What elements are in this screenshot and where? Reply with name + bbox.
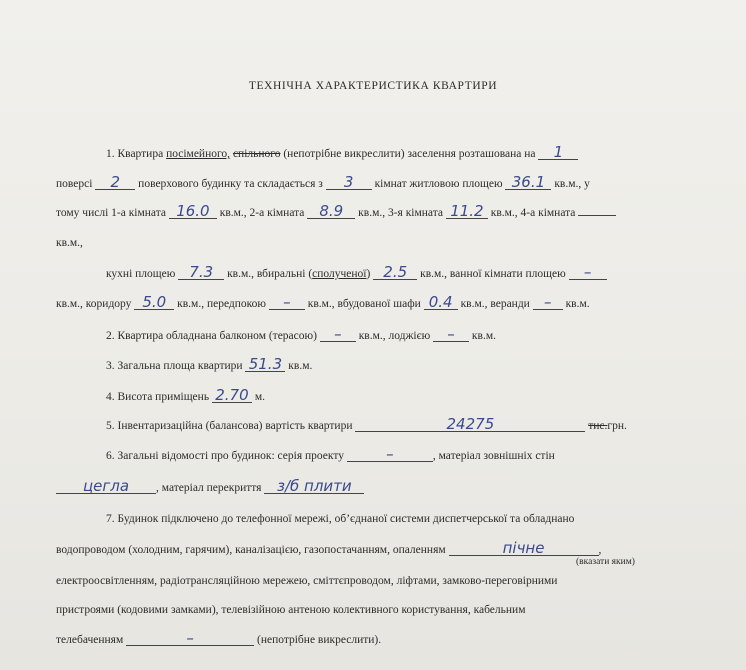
item1-line2: поверсі 2 поверхового будинку та складається з 3 кімнат житловою площею 36.1 кв.м., у	[56, 173, 590, 191]
item2-line: 2. Квартира обладнана балконом (терасою) – кв.м., лоджією – кв.м.	[106, 325, 496, 343]
item7-line2: водопроводом (холодним, гарячим), каналізацією, газопостачанням, опаленням пічне ,	[56, 539, 602, 557]
veranda-area-value: –	[533, 296, 563, 310]
item7-line3: електроосвітленням, радіотрансляційною мережею, сміттєпроводом, ліфтами, замково-переговірними	[56, 575, 558, 587]
room1-area-value: 16.0	[169, 205, 217, 219]
wc-combined-label: сполученої	[312, 268, 367, 280]
item1-line5: кухні площею 7.3 кв.м., вбиральні (сполученої) 2.5 кв.м., ванної кімнати площею –	[106, 266, 607, 281]
option-single-family: посімейного,	[166, 148, 231, 160]
balcony-area-value: –	[320, 328, 356, 342]
item6-line1: 6. Загальні відомості про будинок: серія проекту – , матеріал зовнішніх стін	[106, 445, 555, 463]
wall-material-value: цегла	[56, 480, 156, 494]
heating-hint: (вказати яким)	[576, 557, 635, 567]
room4-area-blank	[578, 215, 616, 216]
item7-line5: телебаченням – (непотрібне викреслити).	[56, 629, 382, 647]
item1-line1: 1. Квартира посімейного, спільного (непотрібне викреслити) заселення розташована на 1	[106, 146, 578, 161]
document-title: ТЕХНІЧНА ХАРАКТЕРИСТИКА КВАРТИРИ	[248, 80, 498, 92]
option-shared-crossed: спільного	[232, 148, 281, 160]
floor-material-value: з/б плити	[264, 480, 364, 494]
total-area-value: 51.3	[245, 358, 285, 372]
rooms-count-value: 3	[326, 176, 372, 190]
project-series-value: –	[347, 448, 433, 462]
bath-area-value: –	[569, 266, 607, 280]
loggia-area-value: –	[433, 328, 469, 342]
item1-line6: кв.м., коридору 5.0 кв.м., передпокою – кв.м., вбудованої шафи 0.4 кв.м., веранди – кв.м.	[56, 293, 590, 311]
item6-line2: цегла , матеріал перекриття з/б плити	[56, 480, 364, 495]
floors-count-value: 2	[95, 176, 135, 190]
room3-area-value: 11.2	[446, 205, 488, 219]
hall-area-value: –	[269, 296, 305, 310]
heating-type-value: пічне	[449, 542, 599, 556]
item1-line4: кв.м.,	[56, 237, 83, 249]
ceiling-height-value: 2.70	[212, 389, 252, 403]
item3-line: 3. Загальна площа квартири 51.3 кв.м.	[106, 355, 313, 373]
corridor-area-value: 5.0	[134, 296, 174, 310]
item7-line4: пристроями (кодовими замками), телевізійною антеною колективного користування, кабельним	[56, 604, 526, 616]
item5-line: 5. Інвентаризаційна (балансова) вартість квартири 24275 тис.грн.	[106, 415, 627, 433]
inventory-value: 24275	[355, 418, 585, 432]
wc-area-value: 2.5	[373, 266, 417, 280]
room2-area-value: 8.9	[307, 205, 355, 219]
cable-tv-value: –	[126, 632, 254, 646]
living-area-value: 36.1	[505, 176, 551, 190]
closet-area-value: 0.4	[424, 296, 458, 310]
thousands-crossed: тис.	[588, 420, 608, 432]
item4-line: 4. Висота приміщень 2.70 м.	[106, 386, 265, 404]
item7-line1: 7. Будинок підключено до телефонної мережі, об’єднаної системи диспетчерської та обладнано	[106, 513, 575, 525]
floor-value: 1	[538, 146, 578, 160]
item1-line3: тому числі 1-а кімната 16.0 кв.м., 2-а кімната 8.9 кв.м., 3-я кімната 11.2 кв.м., 4-а кімната	[56, 205, 616, 220]
kitchen-area-value: 7.3	[178, 266, 224, 280]
